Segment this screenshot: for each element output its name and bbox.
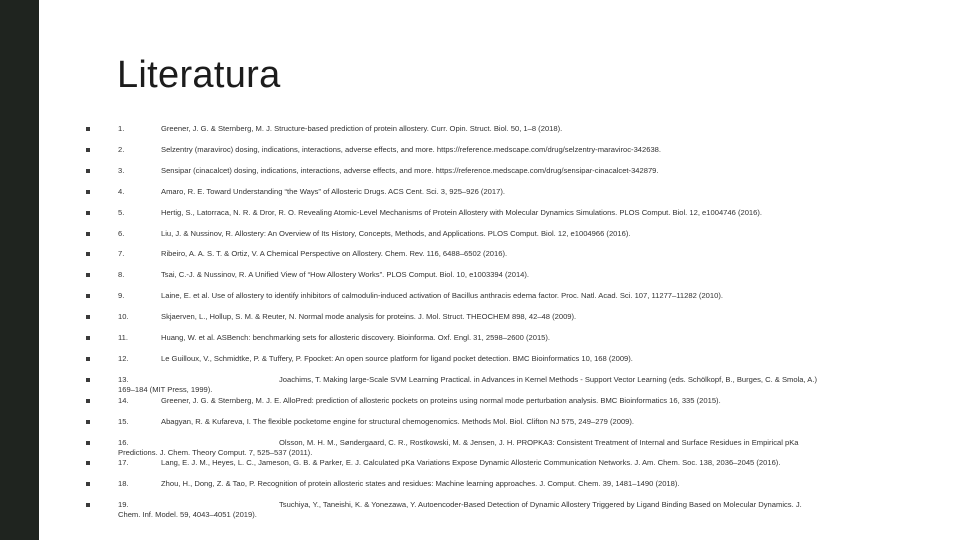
reference-number: 8. [118,270,125,280]
reference-number: 10. [118,312,129,322]
bullet-icon [86,378,90,382]
bullet-icon [86,127,90,131]
reference-text: Lang, E. J. M., Heyes, L. C., Jameson, G. B. & Parker, E. J. Calculated pKa Variations Expose Dynamic Allosteric Communication Networks. J. Am. Chem. Soc. 138, 2036–2045 (2016). [161,458,781,468]
reference-text: Selzentry (maraviroc) dosing, indications, interactions, adverse effects, and more. https://reference.medscape.com/drug/selzentry-maraviroc-342638. [161,144,662,154]
reference-number: 12. [118,353,129,363]
reference-text [118,375,818,395]
reference-number: 13. [118,374,129,384]
reference-text: Greener, J. G. & Sternberg, M. J. E. AlloPred: prediction of allosteric pockets on proteins using normal mode perturbation analysis. BMC Bioinformatics 16, 335 (2015). [161,395,721,405]
reference-text: Le Guilloux, V., Schmidtke, P. & Tuffery, P. Fpocket: An open source platform for ligand pocket detection. BMC Bioinformatics 10, 168 (2009). [161,353,633,363]
reference-text: Tsai, C.-J. & Nussinov, R. A Unified View of “How Allostery Works”. PLOS Comput. Biol. 10, e1003394 (2014). [161,270,530,280]
reference-text: Liu, J. & Nussinov, R. Allostery: An Overview of Its History, Concepts, Methods, and Applications. PLOS Comput. Biol. 12, e1004966 (2016). [161,228,631,238]
reference-number: 18. [118,479,129,489]
reference-number: 6. [118,228,125,238]
reference-number: 19. [118,500,129,510]
bullet-icon [86,148,90,152]
bullet-icon [86,232,90,236]
bullet-icon [86,273,90,277]
bullet-icon [86,461,90,465]
reference-text: Zhou, H., Dong, Z. & Tao, P. Recognition of protein allosteric states and residues: Machine learning approaches. J. Comput. Chem. 39, 1481–1490 (2018). [161,479,680,489]
bullet-icon [86,420,90,424]
reference-body: Olsson, M. H. M., Søndergaard, C. R., Rostkowski, M. & Jensen, J. H. PROPKA3: Consistent Treatment of Internal and Surface Residues in Empirical pKa Predictions. J. Chem. Theory Comput. 7, 525–537 (2011). [118,437,799,457]
reference-number: 11. [118,333,128,342]
reference-number: 15. [118,416,129,426]
reference-body: Tsuchiya, Y., Taneishi, K. & Yonezawa, Y. Autoencoder-Based Detection of Dynamic Allostery Triggered by Ligand Binding Based on Molecular Dynamics. J. Chem. Inf. Model. 59, 4043–4051 (2019). [118,500,802,520]
bullet-icon [86,336,90,340]
bullet-icon [86,169,90,173]
reference-number: 5. [118,207,125,217]
reference-text: Amaro, R. E. Toward Understanding “the Ways” of Allosteric Drugs. ACS Cent. Sci. 3, 925–926 (2017). [161,186,505,196]
bullet-icon [86,503,90,507]
reference-number: 7. [118,249,125,259]
reference-number: 3. [118,165,125,175]
bullet-icon [86,294,90,298]
reference-text: Ribeiro, A. A. S. T. & Ortiz, V. A Chemical Perspective on Allostery. Chem. Rev. 116, 6488–6502 (2016). [161,249,508,259]
bullet-icon [86,315,90,319]
reference-text [118,438,818,458]
bullet-icon [86,399,90,403]
reference-text: Hertig, S., Latorraca, N. R. & Dror, R. O. Revealing Atomic-Level Mechanisms of Protein Allostery with Molecular Dynamics Simulations. PLOS Comput. Biol. 12, e1004746 (2016). [161,207,763,217]
reference-item [0,438,960,458]
reference-number: 16. [118,437,129,447]
reference-text: Huang, W. et al. ASBench: benchmarking sets for allosteric discovery. Bioinforma. Oxf. Engl. 31, 2598–2600 (2015). [161,333,551,342]
reference-number: 17. [118,458,129,468]
reference-number: 2. [118,144,125,154]
reference-text: Abagyan, R. & Kufareva, I. The flexible pocketome engine for structural chemogenomics. Methods Mol. Biol. Clifton NJ 575, 249–279 (2009). [161,416,635,426]
bullet-icon [86,252,90,256]
bullet-icon [86,190,90,194]
bullet-icon [86,482,90,486]
reference-text: Greener, J. G. & Sternberg, M. J. Structure-based prediction of protein allostery. Curr. Opin. Struct. Biol. 50, 1–8 (2018). [161,124,563,133]
reference-text [118,500,818,520]
reference-item [0,375,960,395]
reference-number: 14. [118,395,129,405]
reference-number: 1. [118,124,125,133]
bullet-icon [86,211,90,215]
reference-item [0,500,960,520]
bullet-icon [86,441,90,445]
reference-text: Sensipar (cinacalcet) dosing, indications, interactions, adverse effects, and more. https://reference.medscape.com/drug/sensipar-cinacalcet-342879. [161,165,659,175]
reference-number: 4. [118,186,125,196]
bullet-icon [86,357,90,361]
slide-title: Literatura [117,54,281,96]
reference-text: Laine, E. et al. Use of allostery to identify inhibitors of calmodulin-induced activation of Bacillus anthracis edema factor. Proc. Natl. Acad. Sci. 107, 11277–11282 (2010). [161,291,723,301]
reference-body: Joachims, T. Making large-Scale SVM Learning Practical. in Advances in Kernel Methods - Support Vector Learning (eds. Schölkopf, B., Burges, C. & Smola, A.) 169–184 (MIT Press, 1999). [118,374,818,394]
reference-number: 9. [118,291,125,301]
reference-text: Skjaerven, L., Hollup, S. M. & Reuter, N. Normal mode analysis for proteins. J. Mol. Struct. THEOCHEM 898, 42–48 (2009). [161,312,577,322]
